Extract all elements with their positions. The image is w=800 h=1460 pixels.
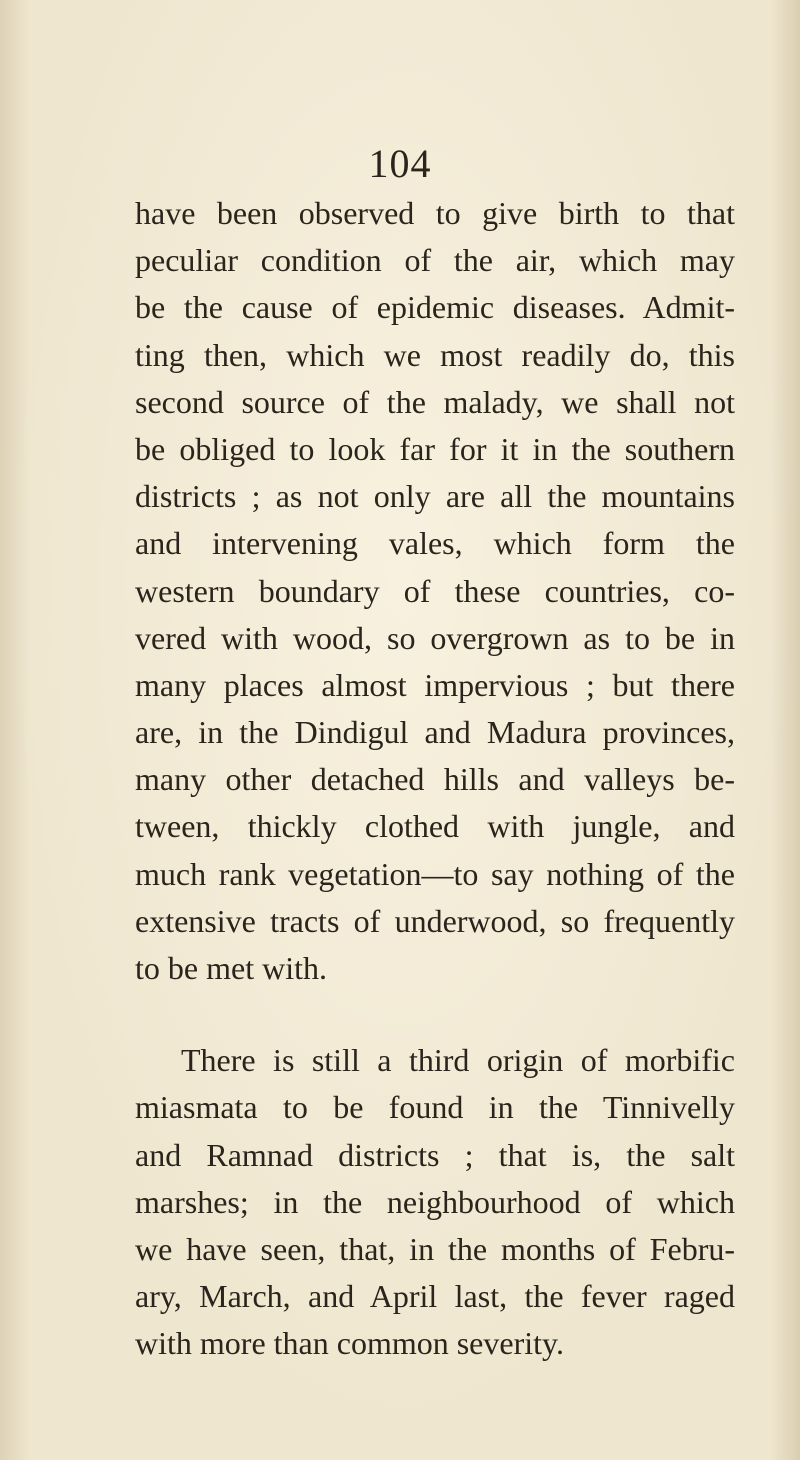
text-line: miasmata to be found in the Tinnivelly [135,1089,735,1126]
text-line: districts ; as not only are all the mountains [135,478,735,515]
text-line: many other detached hills and valleys be- [135,761,735,798]
paragraph-gap [135,992,735,1037]
text-line: and intervening vales, which form the [135,525,735,562]
text-line: and Ramnad districts ; that is, the salt [135,1136,735,1173]
text-line: second source of the malady, we shall not [135,383,735,420]
paragraph-1 [135,190,735,992]
text-line: western boundary of these countries, co- [135,572,735,609]
text-line: extensive tracts of underwood, so frequently [135,902,735,939]
text-line: much rank vegetation—to say nothing of the [135,855,735,892]
paragraph-2 [135,1037,735,1367]
text-line: we have seen, that, in the months of Febru- [135,1230,735,1267]
body-text [135,190,735,1368]
text-line: ting then, which we most readily do, this [135,336,735,373]
text-line: be the cause of epidemic diseases. Admit- [135,289,735,326]
text-line: have been observed to give birth to that [135,195,735,231]
text-line: There is still a third origin of morbific [181,1042,735,1079]
text-line: with more than common severity. [135,1325,564,1362]
text-line: many places almost impervious ; but there [135,666,735,703]
text-line: to be met with. [135,950,327,986]
text-line: ary, March, and April last, the fever raged [135,1278,735,1315]
text-line: tween, thickly clothed with jungle, and [135,808,735,845]
text-line: marshes; in the neighbourhood of which [135,1183,735,1220]
text-line: be obliged to look far for it in the southern [135,430,735,467]
text-line: vered with wood, so overgrown as to be in [135,619,735,656]
text-line: peculiar condition of the air, which may [135,242,735,279]
page-number: 104 [368,141,432,186]
text-line: are, in the Dindigul and Madura provinces, [135,714,735,751]
